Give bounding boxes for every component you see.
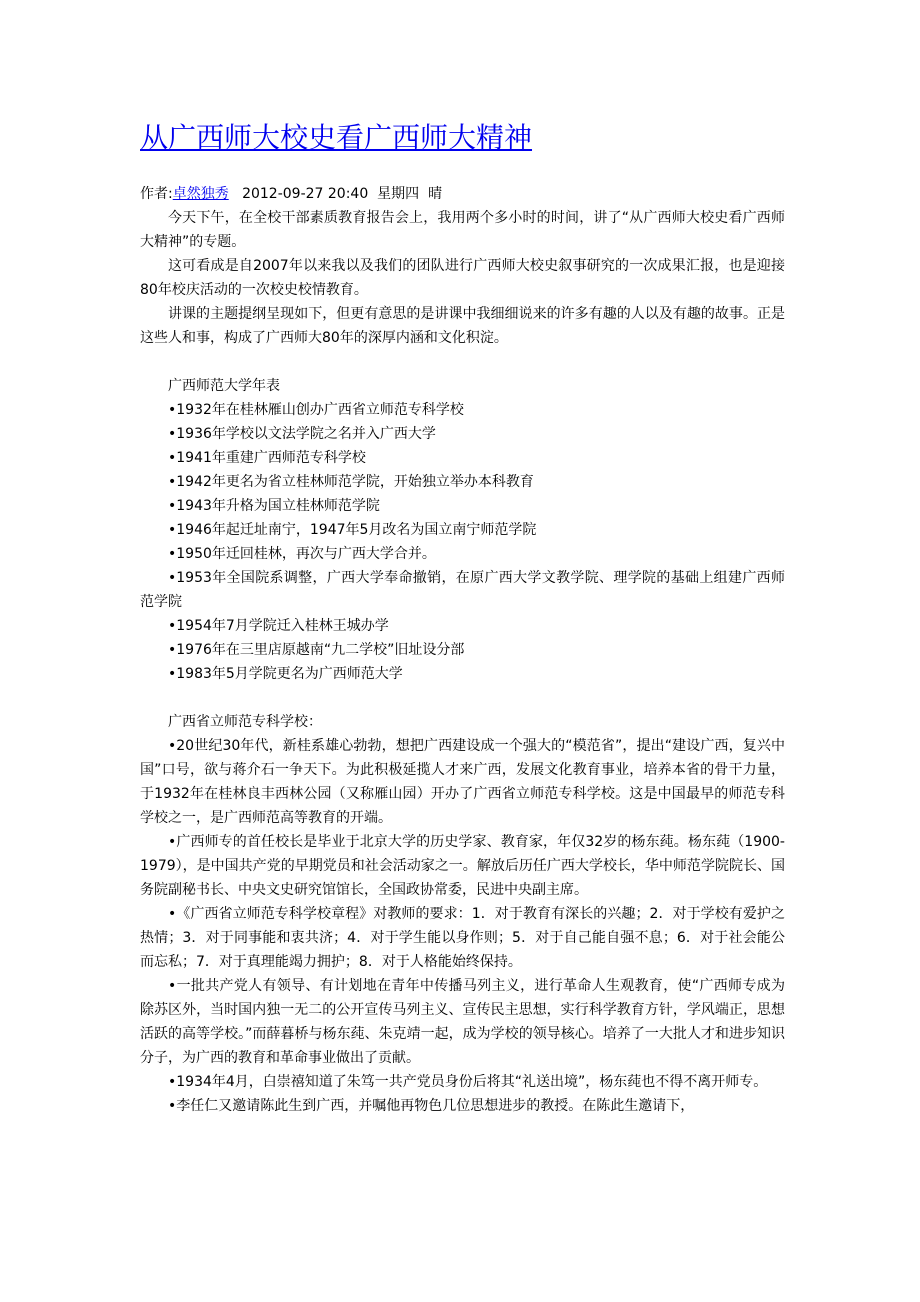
timeline-item: •1953年全国院系调整，广西大学奉命撤销，在原广西大学文教学院、理学院的基础上组建广西师范学院 <box>140 570 785 610</box>
article-title[interactable]: 从广西师大校史看广西师大精神 <box>140 121 533 154</box>
timeline-item: •1983年5月学院更名为广西师范大学 <box>168 666 403 682</box>
timeline-item: •1936年学校以文法学院之名并入广西大学 <box>168 426 436 442</box>
timeline-item: •1976年在三里店原越南“九二学校”旧址设分部 <box>168 642 465 658</box>
timeline-item: •1942年更名为省立桂林师范学院，开始独立举办本科教育 <box>168 474 534 490</box>
timeline-item: •1941年重建广西师范专科学校 <box>168 450 366 466</box>
post-datetime: 2012-09-27 20:40 <box>242 186 369 202</box>
article-page <box>140 118 785 1118</box>
school-section-paragraph: •一批共产党人有领导、有计划地在青年中传播马列主义，进行革命人生观教育，使“广西师专成为除苏区外，当时国内独一无二的公开宣传马列主义、宣传民主思想，实行科学教育方针，学风端正，思想活跃的高等学校。”而薛暮桥与杨东莼、朱克靖一起，成为学校的领导核心。培养了一大批人才和进步知识分子，为广西的教育和革命事业做出了贡献。 <box>140 978 785 1066</box>
school-section-paragraph: •20世纪30年代，新桂系雄心勃勃，想把广西建设成一个强大的“模范省”，提出“建设广西，复兴中国”口号，欲与蒋介石一争天下。为此积极延揽人才来广西，发展文化教育事业，培养本省的骨干力量，于1932年在桂林良丰西林公园（又称雁山园）开办了广西省立师范专科学校。这是中国最早的师范专科学校之一，是广西师范高等教育的开端。 <box>140 738 785 826</box>
article-body <box>140 206 785 1118</box>
timeline-item: •1954年7月学院迁入桂林王城办学 <box>168 618 389 634</box>
spacer <box>140 686 785 710</box>
intro-paragraph-3: 讲课的主题提纲呈现如下，但更有意思的是讲课中我细细说来的许多有趣的人以及有趣的故事。正是这些人和事，构成了广西师大80年的深厚内涵和文化积淀。 <box>140 306 785 346</box>
spacer <box>140 350 785 374</box>
intro-paragraph-2: 这可看成是自2007年以来我以及我们的团队进行广西师大校史叙事研究的一次成果汇报，也是迎接80年校庆活动的一次校史校情教育。 <box>140 258 785 298</box>
school-section-paragraph: •1934年4月，白崇禧知道了朱笃一共产党员身份后将其“礼送出境”，杨东莼也不得不离开师专。 <box>168 1074 768 1090</box>
post-weather: 晴 <box>428 186 443 202</box>
school-section-paragraph: •《广西省立师范专科学校章程》对教师的要求：1．对于教育有深长的兴趣；2．对于学校有爱护之热情；3．对于同事能和衷共济；4．对于学生能以身作则；5．对于自己能自强不息；6．对于社会能公而忘私；7．对于真理能竭力拥护；8．对于人格能始终保持。 <box>140 906 785 970</box>
timeline-item: •1950年迁回桂林，再次与广西大学合并。 <box>168 546 436 562</box>
post-weekday: 星期四 <box>377 186 420 202</box>
school-section-paragraph: •李任仁又邀请陈此生到广西，并嘱他再物色几位思想进步的教授。在陈此生邀请下， <box>168 1098 695 1114</box>
timeline-item: •1946年起迁址南宁，1947年5月改名为国立南宁师范学院 <box>168 522 537 538</box>
school-section-paragraph: •广西师专的首任校长是毕业于北京大学的历史学家、教育家，年仅32岁的杨东莼。杨东莼（1900-1979），是中国共产党的早期党员和社会活动家之一。解放后历任广西大学校长，华中师范学院院长、国务院副秘书长、中央文史研究馆馆长，全国政协常委，民进中央副主席。 <box>140 834 785 898</box>
intro-paragraph-1: 今天下午，在全校干部素质教育报告会上，我用两个多小时的时间，讲了“从广西师大校史看广西师大精神”的专题。 <box>140 210 785 250</box>
author-link[interactable]: 卓然独秀 <box>172 186 229 202</box>
timeline-item: •1943年升格为国立桂林师范学院 <box>168 498 380 514</box>
author-label: 作者: <box>140 186 173 202</box>
timeline-heading: 广西师范大学年表 <box>168 378 280 394</box>
article-meta <box>140 182 785 206</box>
timeline-item: •1932年在桂林雁山创办广西省立师范专科学校 <box>168 402 464 418</box>
school-section-heading: 广西省立师范专科学校： <box>168 714 322 730</box>
